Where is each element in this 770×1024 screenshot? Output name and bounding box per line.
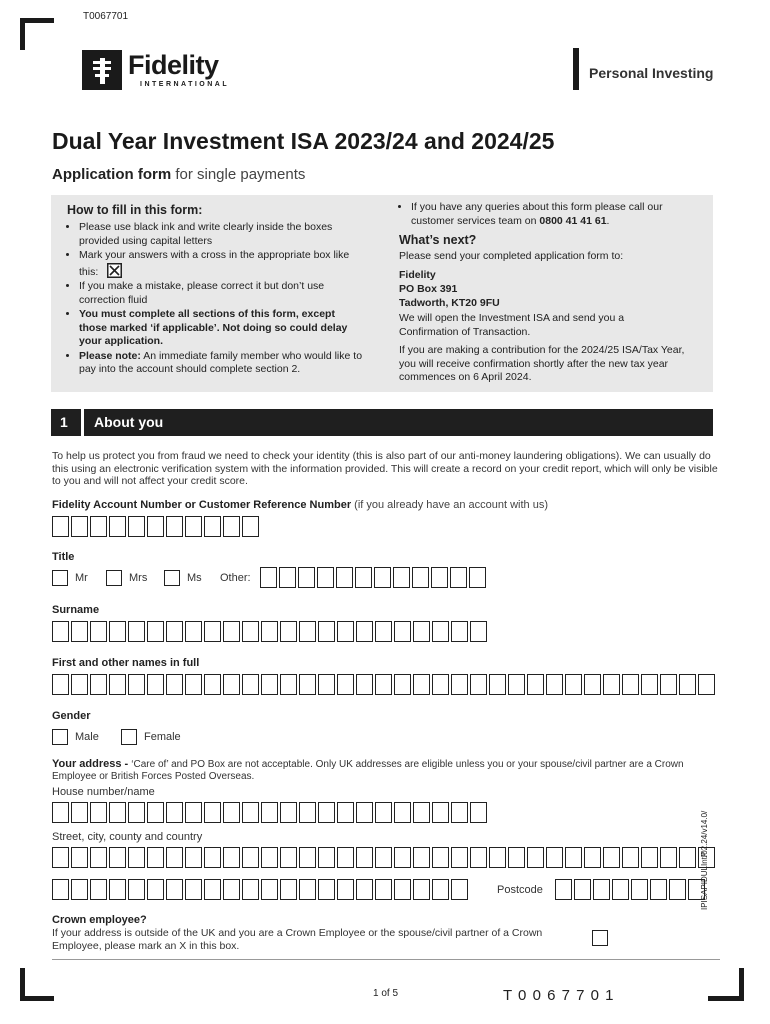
char-box[interactable]	[356, 674, 373, 695]
char-box[interactable]	[622, 847, 639, 868]
char-box[interactable]	[355, 567, 372, 588]
char-box[interactable]	[166, 847, 183, 868]
gender-label: Gender	[52, 710, 91, 722]
char-box[interactable]	[641, 674, 658, 695]
char-box[interactable]	[565, 847, 582, 868]
char-box[interactable]	[631, 879, 648, 900]
char-box[interactable]	[128, 674, 145, 695]
char-box[interactable]	[527, 674, 544, 695]
char-box[interactable]	[394, 621, 411, 642]
char-box[interactable]	[584, 847, 601, 868]
char-box[interactable]	[451, 674, 468, 695]
char-box[interactable]	[204, 847, 221, 868]
char-box[interactable]	[412, 567, 429, 588]
char-box[interactable]	[299, 879, 316, 900]
char-box[interactable]	[147, 802, 164, 823]
char-box[interactable]	[356, 879, 373, 900]
char-box[interactable]	[375, 802, 392, 823]
char-box[interactable]	[622, 674, 639, 695]
char-box[interactable]	[603, 847, 620, 868]
char-box[interactable]	[71, 516, 88, 537]
char-box[interactable]	[261, 621, 278, 642]
char-box[interactable]	[356, 621, 373, 642]
page-number: 1 of 5	[373, 988, 399, 999]
cross-example-icon	[107, 263, 122, 278]
char-box[interactable]	[318, 621, 335, 642]
title-options	[52, 570, 251, 586]
char-box[interactable]	[279, 567, 296, 588]
char-box[interactable]	[147, 516, 164, 537]
char-box[interactable]	[52, 621, 69, 642]
char-box[interactable]	[185, 847, 202, 868]
char-box[interactable]	[375, 847, 392, 868]
char-box[interactable]	[356, 847, 373, 868]
char-box[interactable]	[413, 847, 430, 868]
surname-input[interactable]	[52, 621, 487, 642]
char-box[interactable]	[432, 621, 449, 642]
brand-subtitle: INTERNATIONAL	[140, 81, 230, 88]
title-ms-label: Ms	[187, 572, 202, 584]
char-box[interactable]	[299, 621, 316, 642]
char-box[interactable]	[413, 621, 430, 642]
char-box[interactable]	[223, 802, 240, 823]
account-number-label: Fidelity Account Number or Customer Reference Number (if you already have an account with us)	[52, 499, 548, 511]
char-box[interactable]	[223, 847, 240, 868]
char-box[interactable]	[698, 674, 715, 695]
char-box[interactable]	[204, 802, 221, 823]
title-mr-label: Mr	[75, 572, 88, 584]
char-box[interactable]	[299, 847, 316, 868]
char-box[interactable]	[90, 847, 107, 868]
char-box[interactable]	[318, 847, 335, 868]
postal-address: Fidelity PO Box 391 Tadworth, KT20 9FU	[399, 269, 500, 309]
char-box[interactable]	[650, 879, 667, 900]
char-box[interactable]	[336, 567, 353, 588]
crown-employee-checkbox[interactable]	[592, 930, 608, 946]
char-box[interactable]	[280, 621, 297, 642]
char-box[interactable]	[52, 674, 69, 695]
char-box[interactable]	[71, 674, 88, 695]
howto-heading: How to fill in this form:	[67, 203, 203, 217]
subtitle-rest: for single payments	[171, 166, 306, 183]
howto-item: • Please use black ink and write clearly inside the boxes provided using capital letters	[79, 221, 365, 248]
char-box[interactable]	[432, 802, 449, 823]
postcode-label: Postcode	[497, 884, 543, 896]
char-box[interactable]	[242, 674, 259, 695]
char-box[interactable]	[679, 847, 696, 868]
footer-rule	[52, 959, 720, 960]
subtitle-bold: Application form	[52, 166, 172, 183]
section-1-bar	[51, 409, 713, 436]
crop-mark-top-left	[20, 18, 25, 50]
char-box[interactable]	[375, 674, 392, 695]
title-other-label: Other:	[220, 572, 251, 584]
char-box[interactable]	[299, 674, 316, 695]
brand-name: Fidelity	[128, 50, 219, 80]
char-box[interactable]	[299, 802, 316, 823]
char-box[interactable]	[432, 674, 449, 695]
char-box[interactable]	[147, 879, 164, 900]
page-title: Dual Year Investment ISA 2023/24 and 2024/25	[52, 128, 555, 154]
char-box[interactable]	[612, 879, 629, 900]
char-box[interactable]	[451, 879, 468, 900]
char-box[interactable]	[660, 674, 677, 695]
account-number-input[interactable]	[52, 516, 259, 537]
char-box[interactable]	[71, 621, 88, 642]
char-box[interactable]	[204, 879, 221, 900]
char-box[interactable]	[470, 802, 487, 823]
char-box[interactable]	[223, 879, 240, 900]
char-box[interactable]	[603, 674, 620, 695]
char-box[interactable]	[394, 802, 411, 823]
char-box[interactable]	[450, 567, 467, 588]
char-box[interactable]	[470, 674, 487, 695]
char-box[interactable]	[593, 879, 610, 900]
char-box[interactable]	[128, 879, 145, 900]
char-box[interactable]	[166, 516, 183, 537]
char-box[interactable]	[166, 621, 183, 642]
char-box[interactable]	[298, 567, 315, 588]
char-box[interactable]	[337, 847, 354, 868]
fidelity-logo-mark-icon	[82, 50, 122, 90]
send-text: Please send your completed application form to:	[399, 250, 624, 262]
char-box[interactable]	[109, 674, 126, 695]
char-box[interactable]	[337, 621, 354, 642]
char-box[interactable]	[109, 621, 126, 642]
char-box[interactable]	[375, 879, 392, 900]
char-box[interactable]	[432, 847, 449, 868]
char-box[interactable]	[413, 674, 430, 695]
identity-intro: To help us protect you from fraud we need to check your identity (this is also part of our anti-money laundering obligations). We can usually do this using an electronic verification system with the information provided. This will create a record on your credit report, which will only be visible to you and will not affect your credit score.	[52, 450, 718, 487]
house-input[interactable]	[52, 802, 487, 823]
char-box[interactable]	[280, 879, 297, 900]
char-box[interactable]	[317, 567, 334, 588]
char-box[interactable]	[318, 674, 335, 695]
char-box[interactable]	[470, 847, 487, 868]
char-box[interactable]	[280, 802, 297, 823]
char-box[interactable]	[261, 674, 278, 695]
doc-code-bottom: T 0 0 6 7 7 0 1	[503, 987, 615, 1004]
char-box[interactable]	[128, 847, 145, 868]
char-box[interactable]	[469, 567, 486, 588]
gender-female-label: Female	[144, 731, 181, 743]
char-box[interactable]	[451, 847, 468, 868]
char-box[interactable]	[394, 847, 411, 868]
char-box[interactable]	[109, 802, 126, 823]
char-box[interactable]	[337, 802, 354, 823]
char-box[interactable]	[508, 847, 525, 868]
char-box[interactable]	[147, 674, 164, 695]
char-box[interactable]	[223, 516, 240, 537]
char-box[interactable]	[318, 802, 335, 823]
header-divider	[573, 48, 579, 90]
section-title: About you	[94, 414, 164, 430]
char-box[interactable]	[185, 674, 202, 695]
char-box[interactable]	[204, 516, 221, 537]
street-label: Street, city, county and country	[52, 831, 203, 843]
char-box[interactable]	[318, 879, 335, 900]
char-box[interactable]	[641, 847, 658, 868]
first-names-input[interactable]	[52, 674, 715, 695]
char-box[interactable]	[431, 567, 448, 588]
char-box[interactable]	[260, 567, 277, 588]
char-box[interactable]	[280, 847, 297, 868]
char-box[interactable]	[261, 847, 278, 868]
section-number-divider	[81, 409, 84, 436]
char-box[interactable]	[147, 621, 164, 642]
howto-item: • You must complete all sections of this form, except those marked ‘if applicable’. Not doing so could delay your application.	[79, 308, 365, 349]
char-box[interactable]	[223, 621, 240, 642]
next-paragraph-2: If you are making a contribution for the 2024/25 ISA/Tax Year, you will receive confirmation shortly after the new tax year commences on 6 April 2024.	[399, 344, 685, 383]
char-box[interactable]	[128, 802, 145, 823]
char-box[interactable]	[451, 802, 468, 823]
char-box[interactable]	[679, 674, 696, 695]
char-box[interactable]	[337, 879, 354, 900]
char-box[interactable]	[166, 802, 183, 823]
char-box[interactable]	[109, 847, 126, 868]
char-box[interactable]	[128, 516, 145, 537]
char-box[interactable]	[356, 802, 373, 823]
char-box[interactable]	[90, 879, 107, 900]
first-names-label: First and other names in full	[52, 657, 200, 669]
char-box[interactable]	[52, 847, 69, 868]
title-mr-checkbox[interactable]	[52, 570, 68, 586]
char-box[interactable]	[261, 802, 278, 823]
char-box[interactable]	[185, 802, 202, 823]
char-box[interactable]	[242, 879, 259, 900]
char-box[interactable]	[546, 674, 563, 695]
next-paragraph-1: We will open the Investment ISA and send you a Confirmation of Transaction.	[399, 312, 625, 338]
char-box[interactable]	[280, 674, 297, 695]
char-box[interactable]	[204, 621, 221, 642]
howto-item: • Mark your answers with a cross in the appropriate box like this:	[79, 249, 365, 279]
title-label: Title	[52, 551, 75, 563]
char-box[interactable]	[52, 802, 69, 823]
crop-mark-bottom-left	[20, 996, 54, 1001]
crop-mark-bottom-left	[20, 968, 25, 1001]
char-box[interactable]	[565, 674, 582, 695]
crown-employee-text: If your address is outside of the UK and you are a Crown Employee or the spouse/civil partner of a Crown Employee, please mark an X in this box.	[52, 927, 543, 952]
fidelity-logo	[82, 50, 230, 92]
section-number: 1	[60, 414, 68, 430]
side-code-2: /02.24/v14.0/	[700, 810, 709, 857]
char-box[interactable]	[109, 879, 126, 900]
char-box[interactable]	[489, 674, 506, 695]
char-box[interactable]	[185, 621, 202, 642]
queries-text: • If you have any queries about this form please call our customer services team on 0800 41 41 61.	[411, 201, 697, 228]
char-box[interactable]	[166, 674, 183, 695]
street-input-line-2[interactable]	[52, 879, 468, 900]
char-box[interactable]	[242, 802, 259, 823]
char-box[interactable]	[394, 879, 411, 900]
howto-item: • If you make a mistake, please correct it but don’t use correction fluid	[79, 280, 365, 307]
char-box[interactable]	[261, 879, 278, 900]
char-box[interactable]	[166, 879, 183, 900]
howto-note: • Please note: An immediate family member who would like to pay into the account should complete section 2.	[79, 350, 365, 377]
whats-next-heading: What’s next?	[399, 233, 477, 247]
street-input-line-1[interactable]	[52, 847, 715, 868]
char-box[interactable]	[52, 879, 69, 900]
gender-female-checkbox[interactable]	[121, 729, 137, 745]
title-other-input[interactable]	[260, 567, 486, 588]
char-box[interactable]	[555, 879, 572, 900]
char-box[interactable]	[546, 847, 563, 868]
char-box[interactable]	[109, 516, 126, 537]
char-box[interactable]	[393, 567, 410, 588]
char-box[interactable]	[90, 674, 107, 695]
char-box[interactable]	[413, 879, 430, 900]
char-box[interactable]	[451, 621, 468, 642]
char-box[interactable]	[71, 879, 88, 900]
gender-options	[52, 729, 181, 745]
char-box[interactable]	[185, 516, 202, 537]
char-box[interactable]	[242, 516, 259, 537]
char-box[interactable]	[574, 879, 591, 900]
char-box[interactable]	[669, 879, 686, 900]
char-box[interactable]	[508, 674, 525, 695]
personal-investing-label: Personal Investing	[589, 65, 714, 81]
char-box[interactable]	[413, 802, 430, 823]
house-label: House number/name	[52, 786, 155, 798]
char-box[interactable]	[90, 621, 107, 642]
char-box[interactable]	[90, 516, 107, 537]
title-mrs-checkbox[interactable]	[106, 570, 122, 586]
char-box[interactable]	[394, 674, 411, 695]
title-mrs-label: Mrs	[129, 572, 148, 584]
char-box[interactable]	[242, 847, 259, 868]
crop-mark-top-left	[20, 18, 54, 23]
crown-employee-label: Crown employee?	[52, 914, 147, 926]
help-panel	[51, 195, 713, 392]
char-box[interactable]	[375, 621, 392, 642]
address-label: Your address - ‘Care of’ and PO Box are not acceptable. Only UK addresses are eligible unless you or your spouse/civil partner are a Crown Employee or British Forces Posted Overseas.	[52, 758, 684, 782]
char-box[interactable]	[527, 847, 544, 868]
gender-male-label: Male	[75, 731, 99, 743]
surname-label: Surname	[52, 604, 100, 616]
char-box[interactable]	[660, 847, 677, 868]
title-ms-checkbox[interactable]	[164, 570, 180, 586]
char-box[interactable]	[242, 621, 259, 642]
char-box[interactable]	[147, 847, 164, 868]
crop-mark-bottom-right	[739, 968, 744, 1001]
char-box[interactable]	[432, 879, 449, 900]
char-box[interactable]	[128, 621, 145, 642]
char-box[interactable]	[71, 802, 88, 823]
char-box[interactable]	[374, 567, 391, 588]
char-box[interactable]	[584, 674, 601, 695]
char-box[interactable]	[223, 674, 240, 695]
char-box[interactable]	[185, 879, 202, 900]
doc-code-top: T0067701	[83, 11, 129, 22]
side-code-1: IPISAPIDULIntP	[700, 851, 709, 910]
char-box[interactable]	[204, 674, 221, 695]
page-subtitle	[52, 166, 305, 183]
gender-male-checkbox[interactable]	[52, 729, 68, 745]
char-box[interactable]	[470, 621, 487, 642]
postcode-input[interactable]	[555, 879, 705, 900]
char-box[interactable]	[71, 847, 88, 868]
char-box[interactable]	[52, 516, 69, 537]
char-box[interactable]	[90, 802, 107, 823]
char-box[interactable]	[337, 674, 354, 695]
char-box[interactable]	[489, 847, 506, 868]
